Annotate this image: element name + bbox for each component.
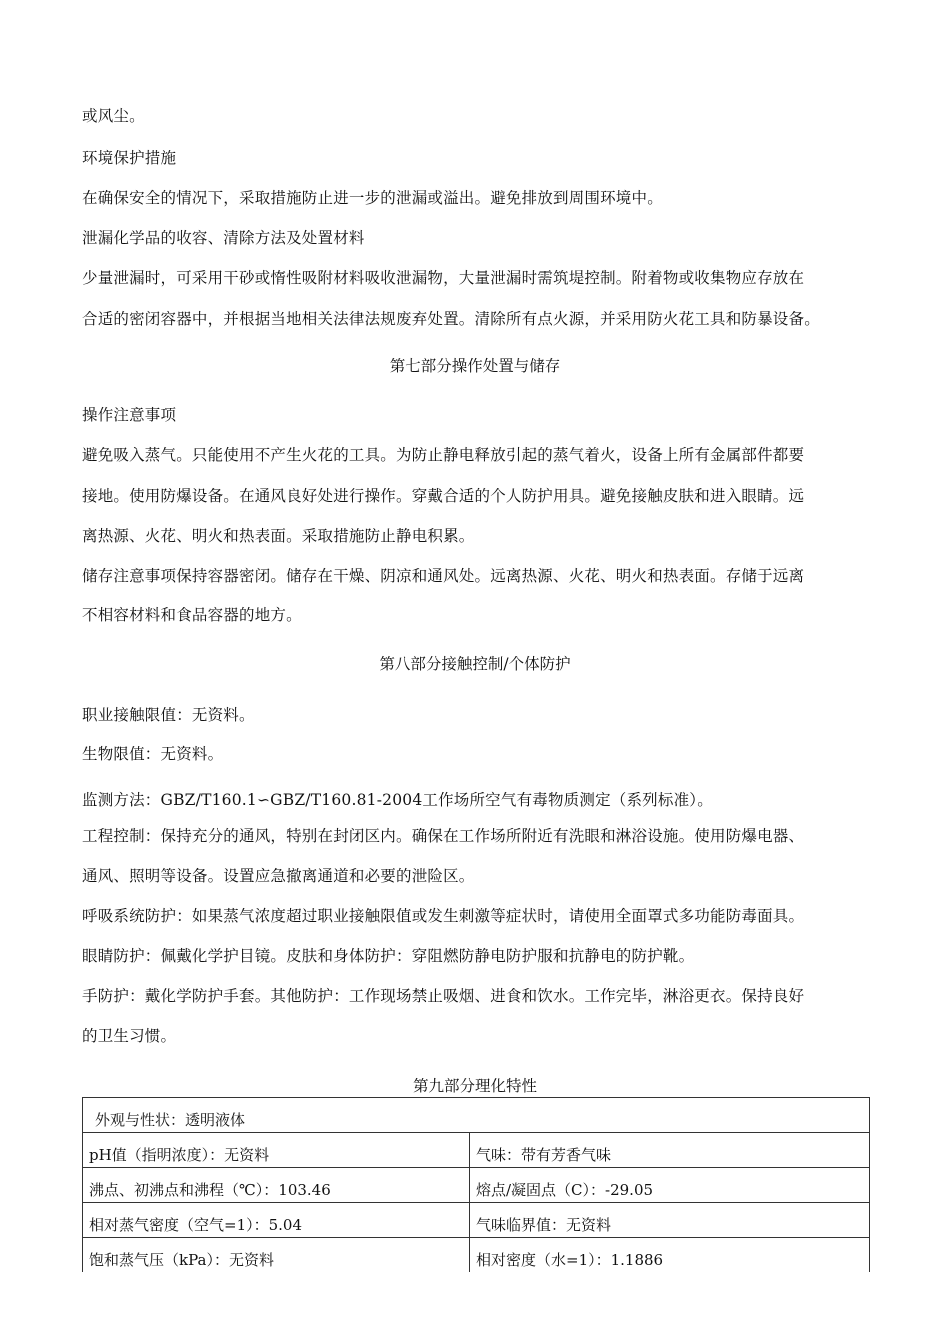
table-cell: 饱和蒸气压（kPa）：无资料	[83, 1238, 470, 1273]
text-line: 合适的密闭容器中，并根据当地相关法律法规废弃处置。清除所有点火源，并采用防火花工具和防暴设备。	[82, 310, 820, 328]
text-line: 生物限值：无资料。	[82, 745, 224, 763]
table-row	[83, 1133, 870, 1168]
table-row	[83, 1098, 870, 1133]
table-cell: 相对密度（水=1）：1.1886	[470, 1238, 870, 1273]
text-line: 通风、照明等设备。设置应急撤离通道和必要的泄险区。	[82, 867, 475, 885]
table-cell: pH值（指明浓度）：无资料	[83, 1133, 470, 1168]
text-line: 呼吸系统防护：如果蒸气浓度超过职业接触限值或发生刺激等症状时，请使用全面罩式多功能防毒面具。	[82, 907, 805, 925]
section-title-8: 第八部分接触控制/个体防护	[379, 655, 571, 673]
text-line: 接地。使用防爆设备。在通风良好处进行操作。穿戴合适的个人防护用具。避免接触皮肤和进入眼睛。远	[82, 487, 805, 505]
text-line: 离热源、火花、明火和热表面。采取措施防止静电积累。	[82, 527, 475, 545]
table-row	[83, 1238, 870, 1273]
text-line: 手防护：戴化学防护手套。其他防护：工作现场禁止吸烟、进食和饮水。工作完毕，淋浴更衣。保持良好	[82, 987, 805, 1005]
text-line: 工程控制：保持充分的通风，特别在封闭区内。确保在工作场所附近有洗眼和淋浴设施。使用防爆电器、	[82, 827, 805, 845]
section-subheading: 泄漏化学品的收容、清除方法及处置材料	[82, 229, 365, 247]
text-line: 或风尘。	[82, 107, 145, 125]
text-line: 在确保安全的情况下，采取措施防止进一步的泄漏或溢出。避免排放到周围环境中。	[82, 189, 663, 207]
text-line: 不相容材料和食品容器的地方。	[82, 606, 302, 624]
section-subheading: 操作注意事项	[82, 406, 177, 424]
text-line: 的卫生习惯。	[82, 1027, 177, 1045]
table-cell: 相对蒸气密度（空气=1）：5.04	[83, 1203, 470, 1238]
text-line: 储存注意事项保持容器密闭。储存在干燥、阴凉和通风处。远离热源、火花、明火和热表面。存储于远离	[82, 567, 805, 585]
section-title-7: 第七部分操作处置与储存	[389, 357, 561, 375]
table-cell: 熔点/凝固点（C）：-29.05	[470, 1168, 870, 1203]
table-row	[83, 1203, 870, 1238]
text-line: 监测方法：GBZ/T160.1∽GBZ/T160.81-2004工作场所空气有毒物质测定（系列标准）。	[82, 791, 713, 809]
section-title-9: 第九部分理化特性	[412, 1077, 537, 1095]
table-cell: 气味临界值：无资料	[470, 1203, 870, 1238]
section-subheading: 环境保护措施	[82, 149, 177, 167]
table-row	[83, 1168, 870, 1203]
text-line: 眼睛防护：佩戴化学护目镜。皮肤和身体防护：穿阻燃防静电防护服和抗静电的防护靴。	[82, 947, 695, 965]
table-cell: 沸点、初沸点和沸程（℃）：103.46	[83, 1168, 470, 1203]
table-cell: 外观与性状：透明液体	[83, 1098, 870, 1133]
text-line: 少量泄漏时，可采用干砂或惰性吸附材料吸收泄漏物，大量泄漏时需筑堤控制。附着物或收集物应存放在	[82, 269, 805, 287]
table-cell: 气味：带有芳香气味	[470, 1133, 870, 1168]
text-line: 职业接触限值：无资料。	[82, 706, 255, 724]
text-line: 避免吸入蒸气。只能使用不产生火花的工具。为防止静电释放引起的蒸气着火，设备上所有金属部件都要	[82, 446, 805, 464]
physical-properties-table	[82, 1097, 870, 1272]
